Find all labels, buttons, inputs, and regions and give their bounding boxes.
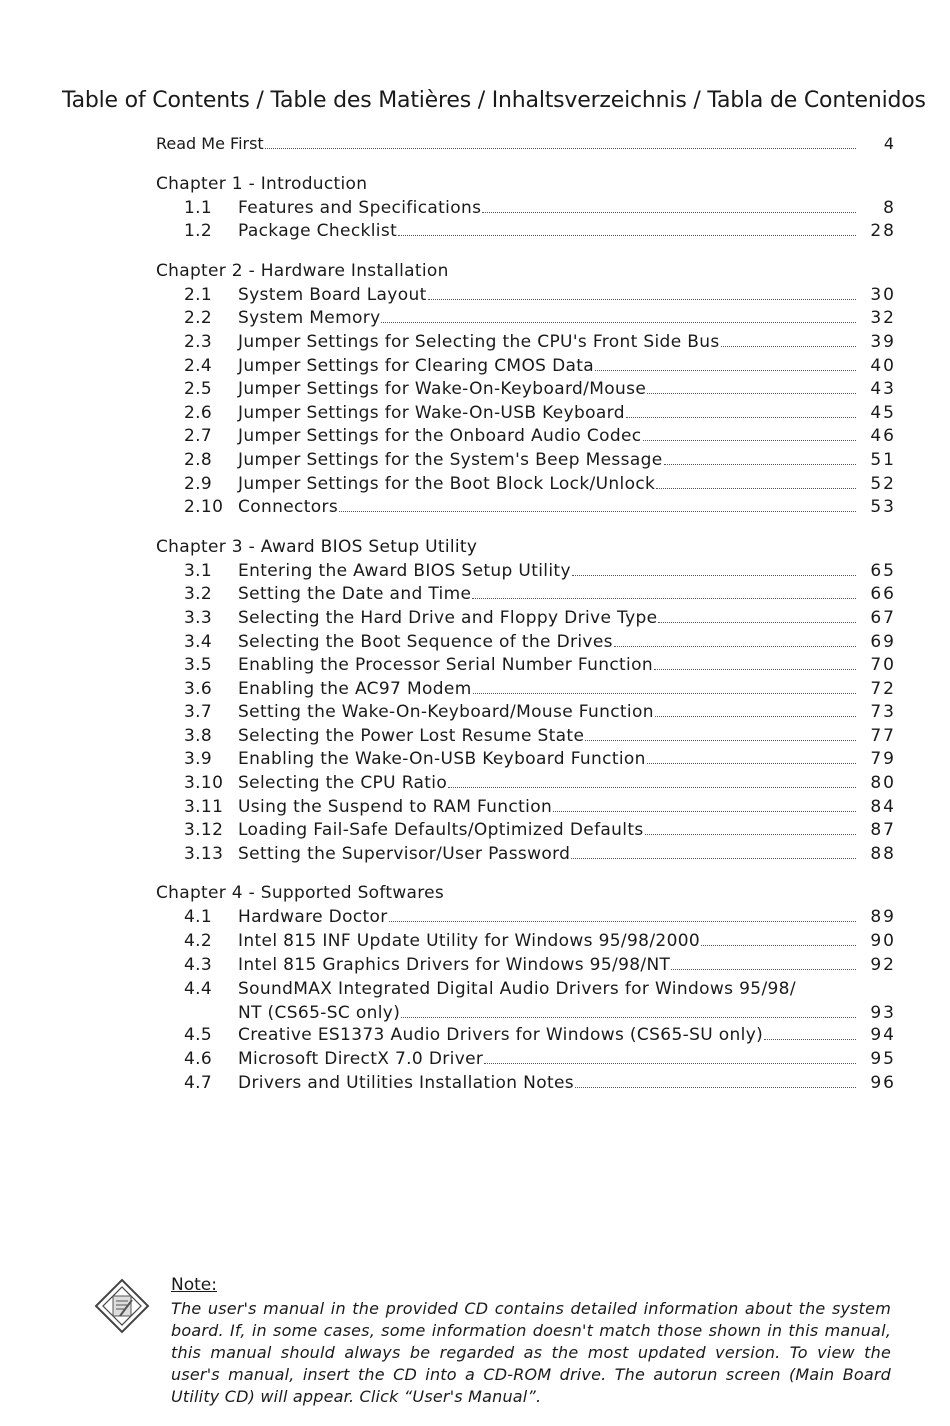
toc-entry[interactable] — [156, 449, 896, 474]
toc-entry-title: Setting the Wake-On-Keyboard/Mouse Function — [238, 702, 654, 723]
toc-entry-number: 2.9 — [184, 473, 213, 494]
dot-leader — [585, 740, 856, 741]
toc-entry-title: Package Checklist — [238, 221, 398, 242]
dot-leader — [701, 945, 856, 946]
dot-leader — [647, 763, 856, 764]
toc-entry[interactable] — [156, 931, 896, 955]
toc-entry[interactable] — [156, 221, 896, 245]
toc-entry-page: 90 — [870, 931, 896, 952]
dot-leader — [265, 148, 856, 149]
toc-entry-title: Jumper Settings for the Onboard Audio Codec — [238, 426, 642, 447]
toc-entry[interactable] — [156, 584, 896, 608]
toc-entry-page: 32 — [870, 308, 896, 329]
dot-leader — [571, 858, 856, 859]
toc-entry[interactable] — [156, 607, 896, 632]
dot-leader — [473, 693, 856, 694]
toc-entry-number: 2.1 — [184, 284, 213, 305]
toc-entry[interactable] — [156, 773, 896, 797]
toc-entry[interactable] — [156, 907, 896, 931]
toc-entry-page: 53 — [870, 497, 896, 518]
dot-leader — [658, 622, 856, 623]
toc-entry[interactable] — [156, 355, 896, 380]
toc-entry-page: 87 — [870, 820, 896, 841]
toc-entry[interactable] — [156, 473, 896, 498]
toc-entry-number: 3.6 — [184, 678, 213, 699]
dot-leader — [572, 575, 856, 576]
toc-entry[interactable] — [156, 1025, 896, 1049]
dot-leader — [428, 299, 856, 300]
dot-leader — [656, 488, 856, 489]
toc-entry-number: 2.2 — [184, 308, 213, 329]
dot-leader — [482, 212, 856, 213]
toc-entry-title: Creative ES1373 Audio Drivers for Windows (CS65-SU only) — [238, 1025, 764, 1046]
toc-entry-number: 3.13 — [184, 843, 224, 864]
toc-entry-page: 89 — [870, 907, 896, 928]
toc-entry-number: 4.5 — [184, 1025, 213, 1046]
toc-entry-title: Jumper Settings for Wake-On-USB Keyboard — [238, 402, 625, 423]
dot-leader — [472, 598, 856, 599]
toc-entry-title: SoundMAX Integrated Digital Audio Drivers for Windows 95/98/ — [238, 979, 796, 1000]
toc-entry-title: Entering the Award BIOS Setup Utility — [238, 560, 571, 581]
toc-entry-title: Setting the Date and Time — [238, 584, 472, 605]
toc-entry-title: Setting the Supervisor/User Password — [238, 843, 571, 864]
toc-entry-number: 2.7 — [184, 426, 213, 447]
dot-leader — [484, 1063, 856, 1064]
toc-entry[interactable] — [156, 197, 896, 222]
toc-entry-number: 2.3 — [184, 331, 213, 352]
toc-entry-title: Jumper Settings for the System's Beep Message — [238, 449, 663, 470]
dot-leader — [643, 440, 857, 441]
toc-entry-title: Enabling the Wake-On-USB Keyboard Function — [238, 749, 646, 770]
toc-entry-title: System Memory — [238, 308, 381, 329]
toc-entry-title: Selecting the Boot Sequence of the Drives — [238, 631, 613, 652]
note-label: Note: — [171, 1275, 217, 1295]
toc-entry[interactable] — [156, 560, 896, 585]
dot-leader — [398, 235, 856, 236]
chapter-heading[interactable]: Chapter 4 - Supported Softwares — [156, 883, 445, 904]
dot-leader — [626, 417, 856, 418]
toc-entry-title: Intel 815 Graphics Drivers for Windows 95/98/NT — [238, 954, 671, 975]
toc-entry-number: 3.7 — [184, 702, 213, 723]
toc-entry-page: 65 — [870, 560, 896, 581]
toc-entry[interactable] — [156, 796, 896, 821]
toc-entry-page: 92 — [870, 954, 896, 975]
toc-entry-page: 30 — [870, 284, 896, 305]
toc-entry[interactable] — [156, 1072, 896, 1097]
toc-entry-number: 2.10 — [184, 497, 224, 518]
dot-leader — [647, 393, 856, 394]
toc-entry[interactable] — [156, 331, 896, 356]
toc-entry-title: Features and Specifications — [238, 197, 482, 218]
toc-entry-page: 73 — [870, 702, 896, 723]
page-title: Table of Contents / Table des Matières / Inhaltsverzeichnis / Tabla de Contenidos — [62, 88, 926, 113]
toc-entry[interactable] — [156, 1049, 896, 1073]
toc-entry[interactable] — [156, 749, 896, 773]
toc-entry-number: 4.3 — [184, 954, 213, 975]
toc-entry-number: 2.8 — [184, 449, 213, 470]
toc-entry-page: 84 — [870, 796, 896, 817]
toc-entry-number: 4.2 — [184, 931, 213, 952]
chapter-heading[interactable]: Chapter 2 - Hardware Installation — [156, 260, 449, 281]
toc-entry[interactable] — [156, 631, 896, 656]
toc-entry-number: 3.3 — [184, 607, 213, 628]
toc-entry-page: 95 — [870, 1049, 896, 1069]
toc-entry-page: 51 — [870, 449, 896, 470]
dot-leader — [664, 464, 856, 465]
dot-leader — [448, 787, 856, 788]
dot-leader — [381, 322, 856, 323]
toc-entry-title: Loading Fail-Safe Defaults/Optimized Defaults — [238, 820, 644, 841]
toc-entry-title: Intel 815 INF Update Utility for Windows 95/98/2000 — [238, 931, 701, 952]
toc-entry-title: Selecting the Power Lost Resume State — [238, 725, 585, 746]
toc-entry-page: 88 — [870, 843, 896, 864]
toc-entry[interactable] — [156, 379, 896, 403]
toc-entry-page: 28 — [870, 221, 896, 242]
note-icon — [92, 1276, 152, 1336]
toc-entry-page: 93 — [870, 1002, 896, 1023]
toc-entry[interactable] — [156, 978, 896, 1025]
toc-entry[interactable] — [156, 725, 896, 750]
toc-entry-number: 3.4 — [184, 631, 213, 652]
toc-entry-page: 40 — [870, 355, 896, 376]
toc-entry-title: Jumper Settings for Clearing CMOS Data — [238, 355, 595, 376]
toc-entry-number: 2.6 — [184, 402, 213, 423]
toc-entry-page: 46 — [870, 426, 896, 447]
dot-leader — [721, 346, 856, 347]
toc-entry-title-continued: NT (CS65-SC only) — [238, 1002, 401, 1023]
toc-entry-page: 43 — [870, 379, 896, 400]
toc-entry[interactable] — [156, 284, 896, 309]
toc-entry-page: 79 — [870, 749, 896, 770]
toc-entry-page: 8 — [883, 197, 896, 218]
toc-entry-page: 69 — [870, 631, 896, 652]
dot-leader — [655, 716, 856, 717]
toc-entry-page: 67 — [870, 607, 896, 628]
toc-entry-page: 70 — [870, 655, 896, 676]
toc-entry-number: 2.4 — [184, 355, 213, 376]
toc-entry-number: 4.6 — [184, 1049, 213, 1069]
toc-entry-number: 1.1 — [184, 197, 213, 218]
toc-entry-page: 96 — [870, 1072, 896, 1093]
toc-entry-title: Drivers and Utilities Installation Notes — [238, 1072, 575, 1093]
toc-entry-number: 4.1 — [184, 907, 213, 928]
toc-entry-title: Enabling the Processor Serial Number Function — [238, 655, 653, 676]
dot-leader — [645, 834, 856, 835]
toc-entry-title: Jumper Settings for the Boot Block Lock/Unlock — [238, 473, 656, 494]
dot-leader — [654, 669, 856, 670]
toc-entry-number: 3.10 — [184, 773, 224, 794]
toc-entry-number: 3.2 — [184, 584, 213, 605]
toc-entry-number: 1.2 — [184, 221, 213, 242]
toc-entry[interactable] — [156, 843, 896, 868]
toc-entry-page: 94 — [870, 1025, 896, 1046]
toc-entry-title: Enabling the AC97 Modem — [238, 678, 472, 699]
toc-entry-number: 3.8 — [184, 725, 213, 746]
toc-entry-number: 3.5 — [184, 655, 213, 676]
toc-entry-title: Selecting the Hard Drive and Floppy Drive Type — [238, 607, 658, 628]
note-text: The user's manual in the provided CD contains detailed information about the system board. If, in some cases, some information doesn't match those shown in this manual, this manual should always be regarded as the most updated version. To view the user's manual, insert the CD into a CD-ROM drive. The autorun screen (Main Board Utility CD) will appear. Click “User's Manual”. — [171, 1299, 891, 1406]
toc-entry-page: 72 — [870, 678, 896, 699]
dot-leader — [575, 1087, 856, 1088]
toc-entry[interactable] — [156, 655, 896, 679]
toc-entry-page: 80 — [870, 773, 896, 794]
toc-entry-title: Connectors — [238, 497, 339, 518]
toc-entry-title: Hardware Doctor — [238, 907, 388, 928]
toc-entry[interactable] — [156, 702, 896, 726]
toc-entry-title: Microsoft DirectX 7.0 Driver — [238, 1049, 484, 1069]
toc-entry[interactable] — [156, 820, 896, 844]
toc-entry-title: Jumper Settings for Wake-On-Keyboard/Mouse — [238, 379, 647, 400]
toc-entry-number: 3.9 — [184, 749, 213, 770]
chapter-heading[interactable]: Chapter 3 - Award BIOS Setup Utility — [156, 536, 478, 557]
dot-leader — [401, 1017, 856, 1018]
toc-entry-number: 2.5 — [184, 379, 213, 400]
toc-entry[interactable] — [156, 497, 896, 521]
toc-entry-title: Selecting the CPU Ratio — [238, 773, 448, 794]
toc-entry-number: 4.7 — [184, 1072, 213, 1093]
dot-leader — [614, 646, 856, 647]
dot-leader — [764, 1039, 856, 1040]
toc-entry-title: System Board Layout — [238, 284, 427, 305]
toc-entry-page: 4 — [883, 134, 896, 153]
toc-entry[interactable] — [156, 954, 896, 979]
toc-entry-number: 3.11 — [184, 796, 224, 817]
chapter-heading[interactable]: Chapter 1 - Introduction — [156, 173, 368, 194]
toc-entry-page: 52 — [870, 473, 896, 494]
dot-leader — [339, 511, 856, 512]
toc-entry-page: 45 — [870, 402, 896, 423]
toc-entry-read-me-first[interactable] — [156, 134, 896, 158]
toc-entry-title: Jumper Settings for Selecting the CPU's Front Side Bus — [238, 331, 720, 352]
dot-leader — [389, 921, 856, 922]
toc-entry-number: 4.4 — [184, 979, 213, 1000]
table-of-contents — [156, 134, 896, 1096]
toc-entry[interactable] — [156, 402, 896, 427]
toc-entry-page: 66 — [870, 584, 896, 605]
toc-entry[interactable] — [156, 426, 896, 450]
toc-entry[interactable] — [156, 308, 896, 332]
toc-entry-page: 39 — [870, 331, 896, 352]
toc-entry[interactable] — [156, 678, 896, 703]
toc-entry-number: 3.12 — [184, 820, 224, 841]
toc-entry-number: 3.1 — [184, 560, 213, 581]
dot-leader — [671, 969, 856, 970]
toc-entry-title: Read Me First — [156, 134, 264, 153]
dot-leader — [595, 370, 856, 371]
toc-entry-title: Using the Suspend to RAM Function — [238, 796, 553, 817]
toc-entry-page: 77 — [870, 725, 896, 746]
dot-leader — [553, 811, 856, 812]
